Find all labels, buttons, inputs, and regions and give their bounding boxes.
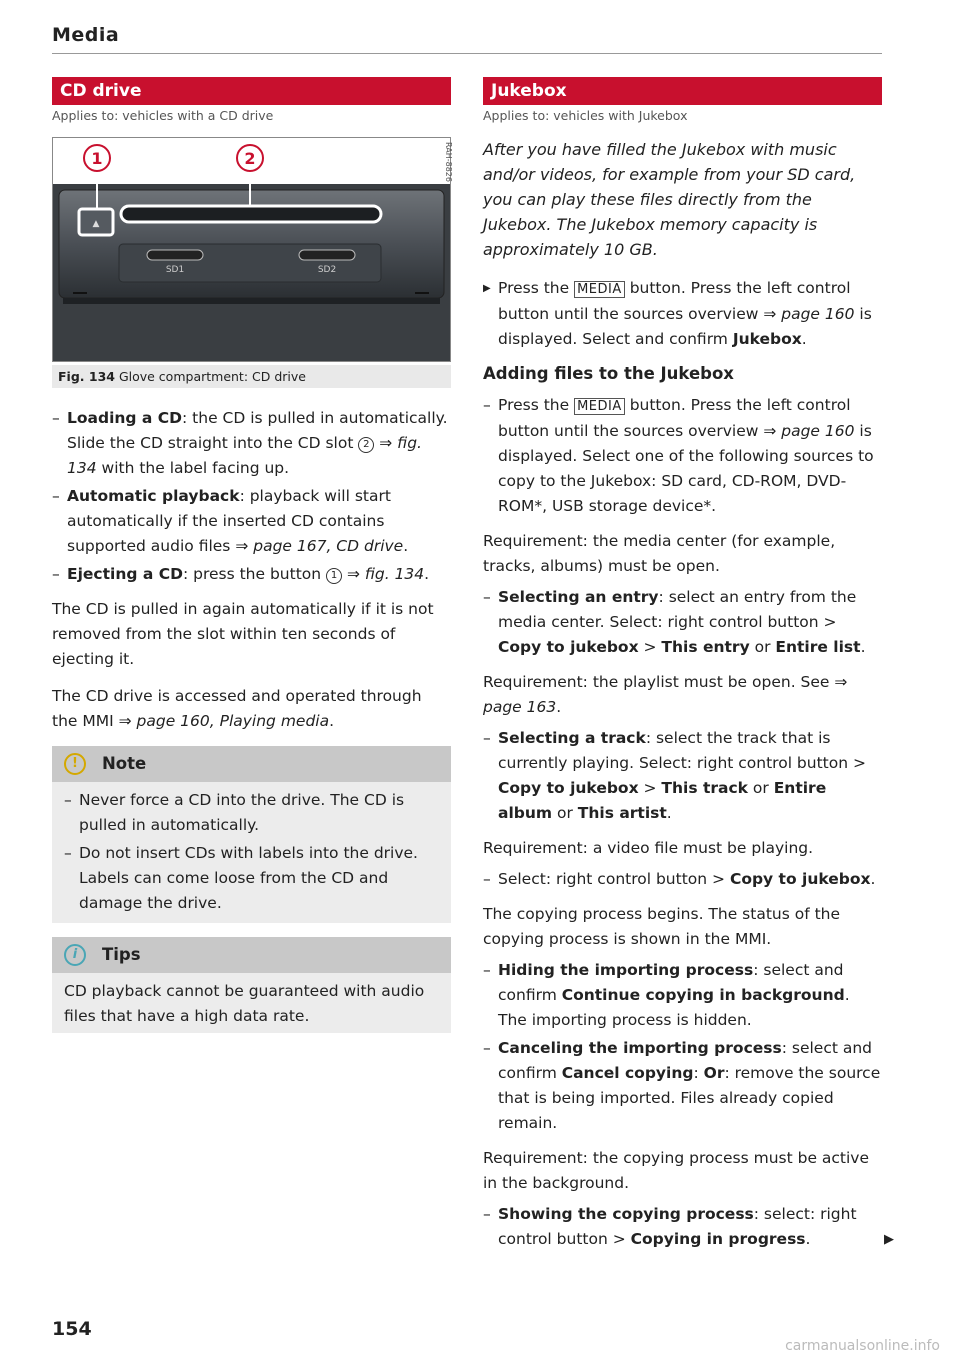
item-bold: Copying in progress [630, 1230, 806, 1248]
callout-ref: 2 [358, 437, 374, 453]
item-text: : [693, 1064, 704, 1082]
para-text: . [329, 712, 335, 730]
right-column [483, 77, 882, 1262]
item-bold: Canceling the importing process [498, 1039, 782, 1057]
media-key: MEDIA [574, 398, 625, 415]
item-text: : select an entry from the media center. Select: right control button > [498, 588, 857, 631]
cd-bullet-list [52, 406, 451, 587]
item-text: or [749, 638, 776, 656]
para-text: . [556, 698, 562, 716]
item-text: . [860, 638, 866, 656]
bullet-bold: Loading a CD [67, 409, 183, 427]
requirement-playlist [483, 670, 882, 720]
add-files-list [483, 393, 882, 519]
requirement-background: Requirement: the copying process must be active in the background. [483, 1149, 870, 1192]
item-bold: This track [661, 779, 748, 797]
cd-drive-illustration [53, 138, 453, 361]
figure-caption [52, 365, 451, 388]
item-text: Select: right control button > [498, 870, 730, 888]
para-text: The CD drive is accessed and operated through the MMI [52, 687, 422, 730]
exclamation-icon: ! [64, 753, 86, 775]
note-header [52, 746, 451, 782]
item-bold: Showing the copying process [498, 1205, 754, 1223]
item-bold: This artist [577, 804, 667, 822]
item-text: is displayed. Select one of the following sources to copy to the Jukebox: SD card, CD-ROM, DVD-ROM*, USB storage device*. [498, 422, 874, 515]
note-box [52, 746, 451, 923]
caption-text: Glove compartment: CD drive [114, 369, 306, 384]
paragraph: The CD is pulled in again automatically if it is not removed from the slot within ten seconds of ejecting it. [52, 600, 434, 668]
item-bold: This entry [661, 638, 750, 656]
page-header [52, 24, 882, 54]
note-title: Note [102, 754, 147, 773]
list-item [483, 393, 882, 519]
requirement-media-center: Requirement: the media center (for example, tracks, albums) must be open. [483, 532, 836, 575]
bullet-text: : press the button [182, 565, 327, 583]
step-bold: Jukebox [732, 330, 802, 348]
item-text: or [747, 779, 774, 797]
item-bold: Hiding the importing process [498, 961, 754, 979]
item-bold: Copy to jukebox [729, 870, 871, 888]
list-item [483, 958, 882, 1033]
item-bold: Copy to jukebox [498, 638, 639, 656]
item-text: : select and confirm [498, 961, 844, 1004]
continue-arrow-icon: ▶ [884, 1232, 894, 1247]
step-text: button. Press the left control button until the sources overview [498, 279, 851, 323]
info-icon: i [64, 944, 86, 966]
slot-label-sd1: SD1 [165, 265, 185, 275]
callout-ref: 1 [326, 568, 342, 584]
item-text: : remove the source that is being imported. Files already copied remain. [498, 1064, 881, 1132]
item-bold: Copy to jukebox [498, 779, 639, 797]
showing-list [483, 1202, 882, 1252]
item-bold: Continue copying in background [561, 986, 845, 1004]
figure-code: RAH-8826 [444, 142, 453, 182]
item-bold: Selecting an entry [498, 588, 659, 606]
page-ref-link[interactable]: ⇒ page 163 [483, 673, 848, 716]
list-item [483, 585, 882, 660]
list-item [483, 1202, 882, 1252]
selecting-entry-list [483, 585, 882, 660]
list-item [483, 867, 882, 892]
importing-list [483, 958, 882, 1136]
applies-to-cd: Applies to: vehicles with a CD drive [52, 108, 274, 123]
fig-ref-link[interactable]: ⇒ fig. 134 [342, 565, 425, 583]
page-ref-link[interactable]: ⇒ page 160 [763, 422, 855, 440]
item-text: > [638, 779, 662, 797]
subhead-adding-files: Adding files to the Jukebox [483, 364, 734, 383]
callout-1: 1 [91, 149, 103, 168]
watermark: carmanualsonline.info [785, 1338, 940, 1354]
note-list [52, 782, 451, 923]
list-item [483, 726, 882, 826]
bullet-text: . [424, 565, 430, 583]
header-title: Media [52, 24, 120, 46]
item-bold: Entire list [775, 638, 861, 656]
selecting-track-list [483, 726, 882, 826]
item-text: : select the track that is currently playing. Select: right control button > [498, 729, 866, 772]
page-ref-link[interactable]: ⇒ page 167, CD drive [235, 537, 404, 555]
bullet-text: : playback will start automatically if the inserted CD contains supported audio files [67, 487, 391, 555]
list-item: – Do not insert CDs with labels into the drive. Labels can come loose from the CD and damage the drive. [64, 841, 439, 916]
item-text: : select: right control button > [498, 1205, 857, 1248]
jukebox-intro: After you have filled the Jukebox with music and/or videos, for example from your SD card, you can play these files directly from the Jukebox. The Jukebox memory capacity is approximately 10 GB. [483, 140, 856, 259]
list-item: – Never force a CD into the drive. The CD is pulled in automatically. [64, 788, 439, 838]
step-text: . [801, 330, 807, 348]
item-bold: Entire album [498, 779, 827, 822]
fig-ref-link[interactable]: ⇒ fig. 134 [67, 434, 422, 477]
tips-header [52, 937, 451, 973]
page-ref-link[interactable]: ⇒ page 160 [763, 305, 855, 323]
bullet-bold: Automatic playback [67, 487, 240, 505]
item-text: Press the [498, 396, 575, 414]
item-text: . [805, 1230, 811, 1248]
list-item [52, 484, 451, 559]
tips-text: CD playback cannot be guaranteed with audio files that have a high data rate. [64, 982, 425, 1025]
section-title-cd-drive: CD drive [52, 77, 451, 105]
bullet-bold: Ejecting a CD [67, 565, 183, 583]
bullet-text: with the label facing up. [96, 459, 290, 477]
copying-status-paragraph: The copying process begins. The status of the copying process is shown in the MMI. [483, 905, 841, 948]
bullet-text: . [403, 537, 409, 555]
para-text: Requirement: the playlist must be open. See [483, 673, 835, 691]
list-item [52, 562, 451, 587]
item-bold: Or [703, 1064, 725, 1082]
applies-to-jukebox: Applies to: vehicles with Jukebox [483, 108, 688, 123]
item-text: . [870, 870, 876, 888]
slot-label-sd2: SD2 [317, 265, 337, 275]
svg-text:▲: ▲ [92, 219, 100, 229]
item-bold: Cancel copying [561, 1064, 694, 1082]
left-column [52, 77, 451, 1047]
paragraph [52, 684, 451, 734]
section-title-jukebox: Jukebox [483, 77, 882, 105]
page-number: 154 [52, 1318, 92, 1340]
figure-cd-drive [52, 137, 451, 362]
item-text: button. Press the left control button until the sources overview [498, 396, 851, 440]
item-text: : select and confirm [498, 1039, 873, 1082]
step-open-jukebox [483, 276, 882, 352]
list-item [483, 1036, 882, 1136]
select-video-list [483, 867, 882, 892]
bullet-text: : the CD is pulled in automatically. Slide the CD straight into the CD slot [67, 409, 448, 452]
tips-title: Tips [102, 945, 141, 964]
step-text: Press the [498, 279, 575, 297]
page-ref-link[interactable]: ⇒ page 160, Playing media [118, 712, 330, 730]
item-text: or [552, 804, 578, 822]
list-item [52, 406, 451, 481]
caption-label: Fig. 134 [58, 369, 115, 384]
step-text: is displayed. Select and confirm [498, 305, 872, 348]
item-text: . [666, 804, 672, 822]
item-text: . The importing process is hidden. [498, 986, 850, 1029]
item-bold: Selecting a track [498, 729, 646, 747]
media-key: MEDIA [574, 281, 625, 298]
tips-box [52, 937, 451, 1033]
item-text: > [638, 638, 662, 656]
requirement-video: Requirement: a video file must be playing. [483, 839, 814, 857]
callout-2: 2 [244, 149, 256, 168]
